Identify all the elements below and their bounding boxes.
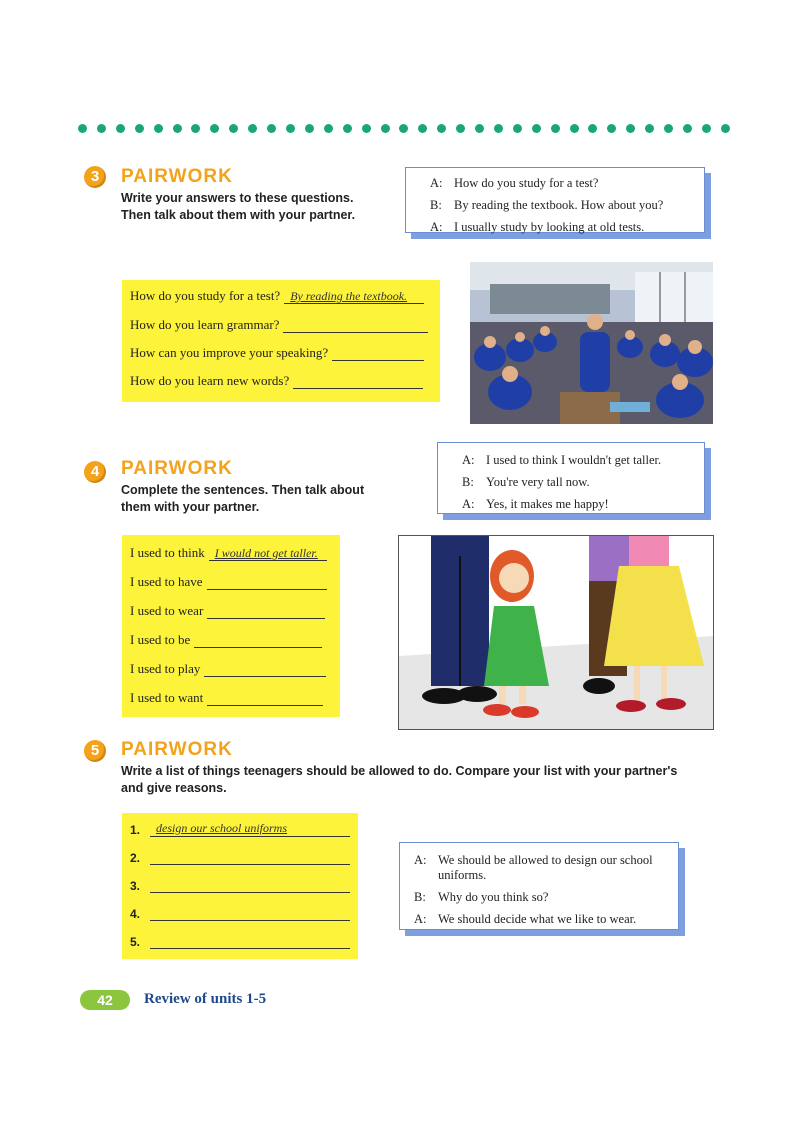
divider-dot — [664, 124, 673, 133]
list-item — [130, 821, 350, 837]
divider-dot — [116, 124, 125, 133]
list-answer-field[interactable] — [150, 905, 350, 921]
divider-dot — [210, 124, 219, 133]
sentence-row — [130, 690, 323, 706]
divider-dot — [475, 124, 484, 133]
section-3-number: 3 — [84, 166, 106, 188]
divider-dot — [437, 124, 446, 133]
dialog-line: We should decide what we like to wear. — [438, 912, 637, 926]
dialog-speaker: A: — [462, 497, 475, 511]
question-prompt: How can you improve your speaking? — [130, 345, 329, 360]
divider-dot — [532, 124, 541, 133]
divider-dot — [626, 124, 635, 133]
dialog-speaker: B: — [462, 475, 474, 489]
sentence-prompt: I used to wear — [130, 603, 204, 618]
list-number: 4. — [130, 907, 141, 921]
divider-dot — [135, 124, 144, 133]
dialog-line: How do you study for a test? — [454, 176, 599, 190]
dialog-speaker: B: — [430, 198, 442, 212]
list-number: 1. — [130, 823, 141, 837]
dialog-line: I used to think I wouldn't get taller. — [486, 453, 662, 467]
divider-dot — [286, 124, 295, 133]
section-3-answer-box — [122, 280, 440, 402]
list-item — [130, 877, 350, 893]
answer-field[interactable] — [283, 317, 428, 333]
list-answer-field[interactable] — [150, 877, 350, 893]
sentence-prompt: I used to be — [130, 632, 191, 647]
list-answer-text: design our school uniforms — [156, 821, 288, 835]
classroom-photo — [470, 262, 713, 424]
divider-dot — [97, 124, 106, 133]
answer-field[interactable] — [207, 574, 327, 590]
list-item — [130, 849, 350, 865]
dialog-speaker: A: — [414, 853, 427, 867]
section-4-title: PAIRWORK — [121, 458, 233, 479]
dialog-speaker: A: — [414, 912, 427, 926]
answer-field[interactable] — [209, 545, 327, 561]
sentence-prompt: I used to want — [130, 690, 204, 705]
answer-field[interactable] — [194, 632, 322, 648]
list-answer-field[interactable] — [150, 821, 350, 837]
answer-text: I would not get taller. — [214, 546, 318, 560]
divider-dot — [343, 124, 352, 133]
dialog-line: Yes, it makes me happy! — [486, 497, 609, 511]
dialog-line: I usually study by looking at old tests. — [454, 220, 645, 234]
divider-dot — [154, 124, 163, 133]
answer-field[interactable] — [207, 690, 323, 706]
dialog-line: We should be allowed to design our school uniforms. — [438, 853, 653, 882]
list-answer-field[interactable] — [150, 849, 350, 865]
dialog-speaker: A: — [430, 176, 443, 190]
answer-field[interactable] — [332, 345, 424, 361]
dialog-line: Why do you think so? — [438, 890, 549, 904]
list-item — [130, 905, 350, 921]
page-number-badge: 42 — [80, 990, 130, 1010]
divider-dot — [78, 124, 87, 133]
list-number: 3. — [130, 879, 141, 893]
divider-dot — [456, 124, 465, 133]
footer-title: Review of units 1-5 — [144, 991, 267, 1007]
divider-dot — [267, 124, 276, 133]
answer-text: By reading the textbook. — [290, 289, 408, 303]
divider-dot — [362, 124, 371, 133]
divider-dot — [324, 124, 333, 133]
divider-dot — [418, 124, 427, 133]
list-number: 2. — [130, 851, 141, 865]
section-5-list-box — [122, 813, 358, 959]
question-row — [130, 345, 424, 361]
sentence-row — [130, 574, 327, 590]
divider-dot — [399, 124, 408, 133]
section-4-dialog — [437, 442, 705, 514]
list-item — [130, 933, 350, 949]
dialog-speaker: A: — [430, 220, 443, 234]
sentence-row — [130, 632, 322, 648]
divider-dot — [645, 124, 654, 133]
sentence-prompt: I used to think — [130, 545, 205, 560]
dialog-line: By reading the textbook. How about you? — [454, 198, 664, 212]
section-4-answer-box — [122, 535, 340, 717]
section-3-title: PAIRWORK — [121, 166, 233, 187]
list-number: 5. — [130, 935, 141, 949]
question-row — [130, 288, 424, 304]
section-4-instructions: Complete the sentences. Then talk about them with your partner. — [121, 483, 365, 514]
section-5-dialog — [399, 842, 679, 930]
divider-dot — [173, 124, 182, 133]
question-prompt: How do you study for a test? — [130, 288, 281, 303]
section-4-number: 4 — [84, 461, 106, 483]
sentence-prompt: I used to have — [130, 574, 203, 589]
section-3-instructions: Write your answers to these questions. Then talk about them with your partner. — [121, 191, 356, 222]
section-3-dialog — [405, 167, 705, 233]
divider-dot — [191, 124, 200, 133]
divider-dot — [381, 124, 390, 133]
divider-dot — [588, 124, 597, 133]
divider-dot — [494, 124, 503, 133]
sentence-row — [130, 603, 325, 619]
section-5-title: PAIRWORK — [121, 739, 233, 760]
section-5-number: 5 — [84, 740, 106, 762]
divider-dot — [551, 124, 560, 133]
question-prompt: How do you learn grammar? — [130, 317, 280, 332]
answer-field[interactable] — [204, 661, 326, 677]
divider-dot — [683, 124, 692, 133]
divider-dot — [248, 124, 257, 133]
answer-field[interactable] — [293, 373, 423, 389]
divider-dot — [229, 124, 238, 133]
dialog-line: You're very tall now. — [486, 475, 590, 489]
cartoon-illustration — [398, 535, 714, 730]
section-5-instructions: Write a list of things teenagers should be allowed to do. Compare your list with your partner's and give reasons. — [121, 764, 678, 795]
dialog-speaker: A: — [462, 453, 475, 467]
divider-dot — [702, 124, 711, 133]
sentence-row — [130, 661, 326, 677]
divider-dot — [721, 124, 730, 133]
answer-field[interactable] — [207, 603, 325, 619]
list-answer-field[interactable] — [150, 933, 350, 949]
answer-field[interactable] — [284, 288, 424, 304]
dotted-divider — [78, 124, 730, 134]
sentence-row — [130, 545, 327, 561]
question-row — [130, 317, 428, 333]
divider-dot — [305, 124, 314, 133]
divider-dot — [607, 124, 616, 133]
divider-dot — [570, 124, 579, 133]
question-row — [130, 373, 423, 389]
question-prompt: How do you learn new words? — [130, 373, 290, 388]
sentence-prompt: I used to play — [130, 661, 201, 676]
dialog-speaker: B: — [414, 890, 426, 904]
divider-dot — [513, 124, 522, 133]
